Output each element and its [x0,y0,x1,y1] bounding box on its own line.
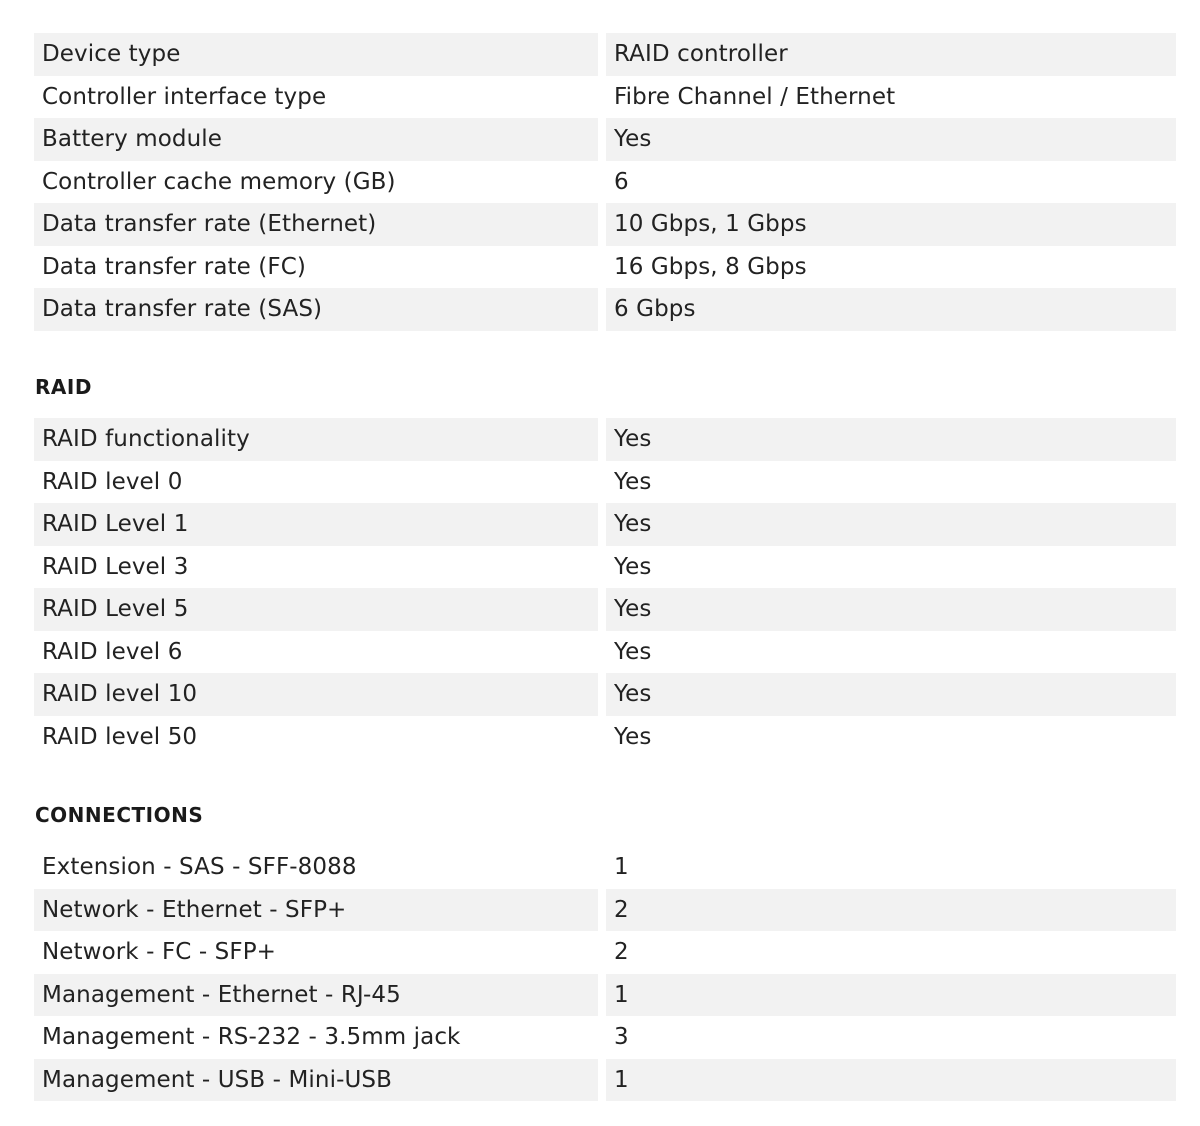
spec-label: Management - RS-232 - 3.5mm jack [42,1024,461,1051]
spec-row-raid-level-6 [34,631,1176,674]
spec-label: Data transfer rate (SAS) [34,288,598,331]
spec-label: RAID Level 3 [42,553,189,580]
connections-section-heading: CONNECTIONS [35,803,204,827]
spec-value: 1 [614,854,629,881]
general-specs-table [34,33,1176,331]
spec-row-device-type [34,33,1176,76]
spec-label: RAID level 10 [34,673,598,716]
spec-row-raid-level-10 [34,673,1176,716]
spec-label: Controller cache memory (GB) [42,168,396,195]
spec-row-raid-functionality [34,418,1176,461]
spec-row-transfer-rate-fc [34,246,1176,289]
spec-row-raid-level-50 [34,716,1176,759]
spec-label: Extension - SAS - SFF-8088 [42,854,357,881]
spec-label: RAID level 50 [42,723,198,750]
spec-label: RAID Level 5 [34,588,598,631]
spec-label: RAID Level 1 [34,503,598,546]
spec-row-raid-level-1 [34,503,1176,546]
spec-value: Yes [606,118,1176,161]
spec-row-management-rs232 [34,1016,1176,1059]
spec-label: Network - Ethernet - SFP+ [34,889,598,932]
spec-value: 2 [614,939,629,966]
spec-label: Management - USB - Mini-USB [34,1059,598,1102]
spec-value: 16 Gbps, 8 Gbps [614,253,807,280]
spec-label: RAID functionality [34,418,598,461]
spec-value: 1 [606,1059,1176,1102]
spec-value: 1 [606,974,1176,1017]
spec-label: Data transfer rate (FC) [42,253,306,280]
spec-label: Network - FC - SFP+ [42,939,277,966]
spec-label: Controller interface type [42,83,327,110]
spec-value: Yes [606,503,1176,546]
spec-row-management-usb [34,1059,1176,1102]
spec-row-raid-level-0 [34,461,1176,504]
spec-value: 3 [614,1024,629,1051]
spec-row-management-ethernet-rj45 [34,974,1176,1017]
spec-row-transfer-rate-sas [34,288,1176,331]
spec-value: 10 Gbps, 1 Gbps [606,203,1176,246]
spec-row-cache-memory [34,161,1176,204]
spec-value: Yes [614,553,652,580]
raid-specs-table [34,418,1176,758]
spec-value: 6 Gbps [606,288,1176,331]
spec-value: Yes [614,468,652,495]
spec-label: RAID level 0 [42,468,183,495]
spec-value: 2 [606,889,1176,932]
spec-value: Yes [614,638,652,665]
spec-value: 6 [614,168,629,195]
spec-label: Management - Ethernet - RJ-45 [34,974,598,1017]
raid-section-heading: RAID [35,375,92,399]
spec-row-raid-level-3 [34,546,1176,589]
spec-row-controller-interface-type [34,76,1176,119]
spec-row-extension-sas [34,846,1176,889]
spec-value: Yes [606,588,1176,631]
spec-value: Fibre Channel / Ethernet [614,83,896,110]
spec-value: Yes [606,673,1176,716]
spec-label: RAID level 6 [42,638,183,665]
spec-value: Yes [606,418,1176,461]
spec-row-transfer-rate-ethernet [34,203,1176,246]
spec-row-raid-level-5 [34,588,1176,631]
spec-row-network-fc-sfp [34,931,1176,974]
spec-row-network-ethernet-sfp [34,889,1176,932]
spec-row-battery-module [34,118,1176,161]
spec-value: Yes [614,723,652,750]
spec-label: Battery module [34,118,598,161]
spec-label: Data transfer rate (Ethernet) [34,203,598,246]
connections-specs-table [34,846,1176,1101]
spec-value: RAID controller [606,33,1176,76]
spec-label: Device type [34,33,598,76]
